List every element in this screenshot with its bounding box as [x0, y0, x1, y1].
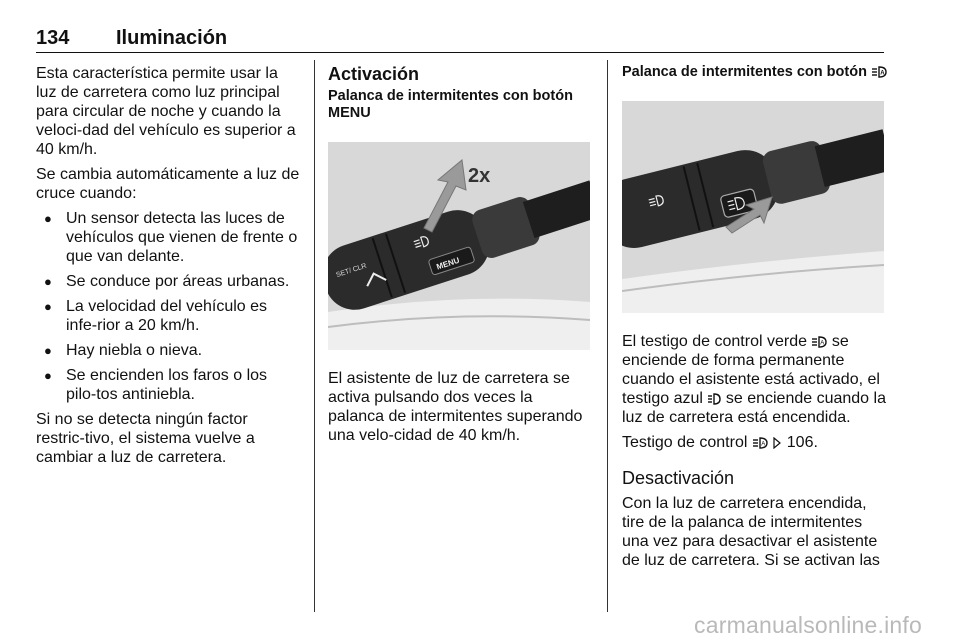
list-item: ● Un sensor detecta las luces de vehículos que vienen de frente o que van delante.: [36, 209, 300, 266]
list-item: ● Se conduce por áreas urbanas.: [36, 272, 300, 291]
deactivation-heading: Desactivación: [622, 468, 735, 488]
page-header: [36, 26, 884, 53]
assist-lever-illustration: [622, 101, 884, 313]
menu-lever-subheading: Palanca de intermitentes con botón MENU: [328, 88, 573, 121]
high-beam-assist-icon: [811, 336, 827, 348]
page-reference-icon: [772, 437, 782, 449]
high-beam-assist-icon: [752, 437, 768, 449]
conditions-intro: Se cambia automáticamente a luz de cruce cuando:: [36, 166, 300, 202]
section-title: Iluminación: [116, 27, 228, 49]
list-item: ● La velocidad del vehículo es infe-rior a 20 km/h.: [36, 297, 300, 335]
svg-text:A: A: [820, 340, 825, 347]
watermark: carmanualsonline.info: [694, 612, 922, 638]
column-1: [36, 64, 300, 473]
page-number: 134: [36, 27, 70, 49]
intro-paragraph: Esta característica permite usar la luz de carretera como luz principal para circular de noche y cuando la veloci-dad del vehículo es superior a 40 km/h.: [36, 65, 296, 158]
conditions-list: [36, 209, 300, 404]
high-beam-assist-icon: [871, 66, 887, 78]
lever-label: SET/ CLR: [335, 262, 368, 280]
list-item: ● Hay niebla o nieva.: [36, 341, 300, 360]
high-beam-icon: [707, 393, 721, 405]
list-item: ● Se encienden los faros o los pilo-tos antiniebla.: [36, 366, 300, 404]
menu-button-label: MENU: [435, 255, 461, 272]
indicator-reference: Testigo de control A 106.: [622, 434, 818, 451]
activation-paragraph: El asistente de luz de carretera se activa pulsando dos veces la palanca de intermitentes superando una velo-cidad de 40 km/h.: [328, 370, 583, 444]
assist-lever-subheading: Palanca de intermitentes con botón A: [622, 64, 888, 81]
closing-paragraph: Si no se detecta ningún factor restric-tivo, el sistema vuelve a cambiar a luz de carretera.: [36, 411, 255, 466]
press-count-callout: 2x: [468, 165, 491, 187]
deactivation-paragraph: Con la luz de carretera encendida, tire de la palanca de intermitentes una vez para desactivar el asistente de luz de carretera. Si se activan las: [622, 495, 880, 569]
svg-text:A: A: [761, 441, 766, 448]
activation-heading: Activación: [328, 64, 420, 84]
column-3: [622, 64, 888, 576]
column-2: [328, 64, 592, 451]
column-divider: [314, 60, 315, 612]
menu-lever-illustration: [328, 142, 590, 350]
column-divider: [607, 60, 608, 612]
svg-text:A: A: [880, 70, 885, 77]
indicator-paragraph: El testigo de control verde A se enciende de forma permanente cuando el asistente está activado, el testigo azul se enciende cuando la luz de carretera está encendida.: [622, 333, 886, 426]
